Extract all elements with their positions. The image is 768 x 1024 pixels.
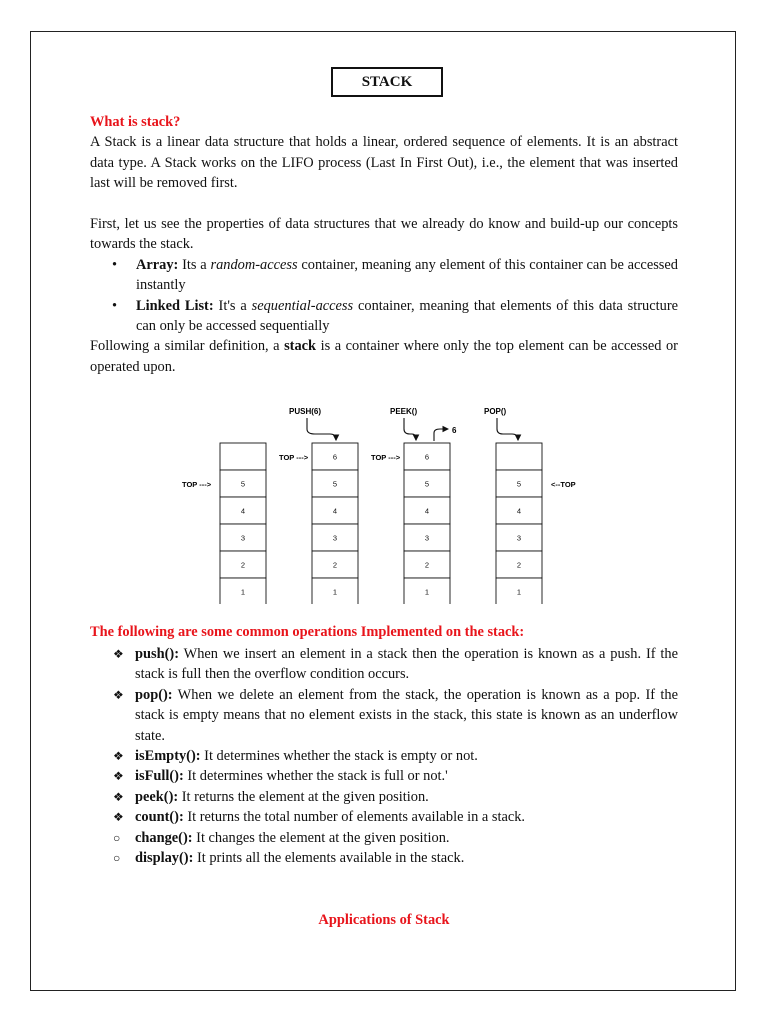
list-item [90, 848, 678, 868]
list-item [90, 685, 678, 746]
top-pointer-label: <--TOP [551, 480, 576, 489]
operation-description: It determines whether the stack is full or not.' [183, 768, 448, 785]
operation-description: It changes the element at the given position. [192, 829, 450, 846]
stack-cell-value: 2 [516, 560, 522, 570]
list-item [90, 766, 678, 786]
operation-description: When we insert an element in a stack then the operation is known as a push. If the stack is full then the overflow condition occurs. [135, 646, 678, 683]
top-pointer-label: TOP ---> [279, 453, 309, 462]
operations-list [90, 644, 678, 868]
list-item [90, 807, 678, 827]
operations-section [90, 644, 678, 868]
stack-cell-value: 4 [332, 506, 338, 516]
operation-name: push(): [135, 646, 179, 662]
stack-cell-value: 3 [516, 533, 522, 543]
stack-column-3 [404, 443, 450, 604]
properties-list [90, 255, 678, 337]
bullet-icon: ❖ [113, 810, 124, 825]
stack-cell-value: 5 [516, 479, 522, 489]
bullet-icon: ○ [113, 851, 121, 866]
operation-description: It prints all the elements available in the stack. [193, 850, 465, 867]
operation-name: isEmpty(): [135, 748, 201, 765]
stack-cell [220, 443, 266, 470]
bullet-icon: ❖ [113, 647, 124, 661]
operation-description: It returns the element at the given position. [178, 788, 429, 805]
peek-label: PEEK() [390, 407, 418, 416]
top-pointer-label: TOP ---> [371, 453, 401, 462]
stack-cell-value: 3 [332, 533, 338, 543]
stack-cell-value: 6 [332, 452, 338, 462]
peek-output-label: 6 [452, 426, 457, 435]
operation-description: When we delete an element from the stack, the operation is known as a pop. If the stack is empty means that no element exists in the stack, this state is known as an underflow state. [135, 686, 678, 744]
top-pointer-label: TOP ---> [182, 480, 212, 489]
stack-cell-value: 3 [240, 533, 246, 543]
push-arrow [307, 418, 336, 440]
bullet-icon: • [112, 256, 118, 273]
bullet-icon: ○ [113, 830, 121, 845]
list-item [90, 787, 678, 807]
bullet-icon: ❖ [113, 769, 124, 784]
stack-cell-value: 3 [424, 533, 430, 543]
pop-arrow [497, 418, 518, 440]
intro-section [90, 112, 678, 377]
bullet-icon: ❖ [113, 789, 124, 804]
properties-paragraph: First, let us see the properties of data structures that we already do know and build-up our concepts towards the stack. [90, 216, 678, 253]
stack-cell-value: 5 [424, 479, 430, 489]
stack-cell-value: 2 [240, 560, 246, 570]
page-title: STACK [331, 67, 443, 97]
operation-name: display(): [135, 850, 194, 867]
bullet-term: Linked List: [136, 297, 214, 314]
stack-cell-value: 1 [424, 587, 430, 597]
stack-cell-value: 4 [424, 506, 430, 516]
stack-cell-value: 5 [240, 479, 246, 489]
stack-cell-value: 1 [240, 587, 246, 597]
push-label: PUSH(6) [289, 407, 322, 416]
stack-definition-paragraph: Following a similar definition, a stack is a container where only the top element can be accessed or operated upon. [90, 338, 678, 375]
bullet-term: Array: [136, 256, 179, 273]
stack-cell-value: 2 [332, 560, 338, 570]
applications-heading: Applications of Stack [318, 912, 450, 928]
bullet-icon: • [112, 297, 118, 314]
operations-heading: The following are some common operations Implemented on the stack: [90, 624, 525, 640]
list-item [90, 828, 678, 848]
stack-cell-value: 4 [516, 506, 522, 516]
pop-label: POP() [484, 407, 507, 416]
list-item: • Array: Its a random-access container, meaning any element of this container can be accessed instantly [112, 256, 678, 294]
operation-name: peek(): [135, 788, 179, 805]
bullet-icon: ❖ [113, 749, 124, 764]
stack-cell-value: 4 [240, 506, 246, 516]
stack-cell [496, 443, 542, 470]
peek-out-arrow [434, 429, 448, 441]
stack-cell-value: 1 [332, 587, 338, 597]
operation-description: It returns the total number of elements available in a stack. [183, 809, 526, 826]
stack-column-4 [496, 443, 542, 604]
stack-column-2 [312, 443, 358, 604]
operation-name: change(): [135, 829, 193, 846]
operation-description: It determines whether the stack is empty or not. [200, 748, 478, 765]
stack-column-1 [220, 443, 266, 604]
list-item [90, 746, 678, 766]
what-is-stack-heading: What is stack? [90, 114, 181, 130]
peek-in-arrow [404, 418, 416, 440]
stack-cell-value: 5 [332, 479, 338, 489]
stack-cell-value: 6 [424, 452, 430, 462]
list-item [90, 644, 678, 685]
intro-paragraph: A Stack is a linear data structure that holds a linear, ordered sequence of elements. It is an abstract data type. A Stack works on the LIFO process (Last In First Out), i.e., the element that was inserted last will be removed first. [90, 134, 678, 192]
operation-name: count(): [135, 809, 184, 826]
bullet-icon: ❖ [113, 687, 124, 702]
operation-name: pop(): [135, 686, 173, 703]
stack-operations-diagram [150, 398, 610, 604]
list-item: • Linked List: It's a sequential-access container, meaning that elements of this data structure can only be accessed sequentially [112, 297, 678, 335]
operation-name: isFull(): [135, 768, 184, 785]
stack-cell-value: 1 [516, 587, 522, 597]
stack-cell-value: 2 [424, 560, 430, 570]
